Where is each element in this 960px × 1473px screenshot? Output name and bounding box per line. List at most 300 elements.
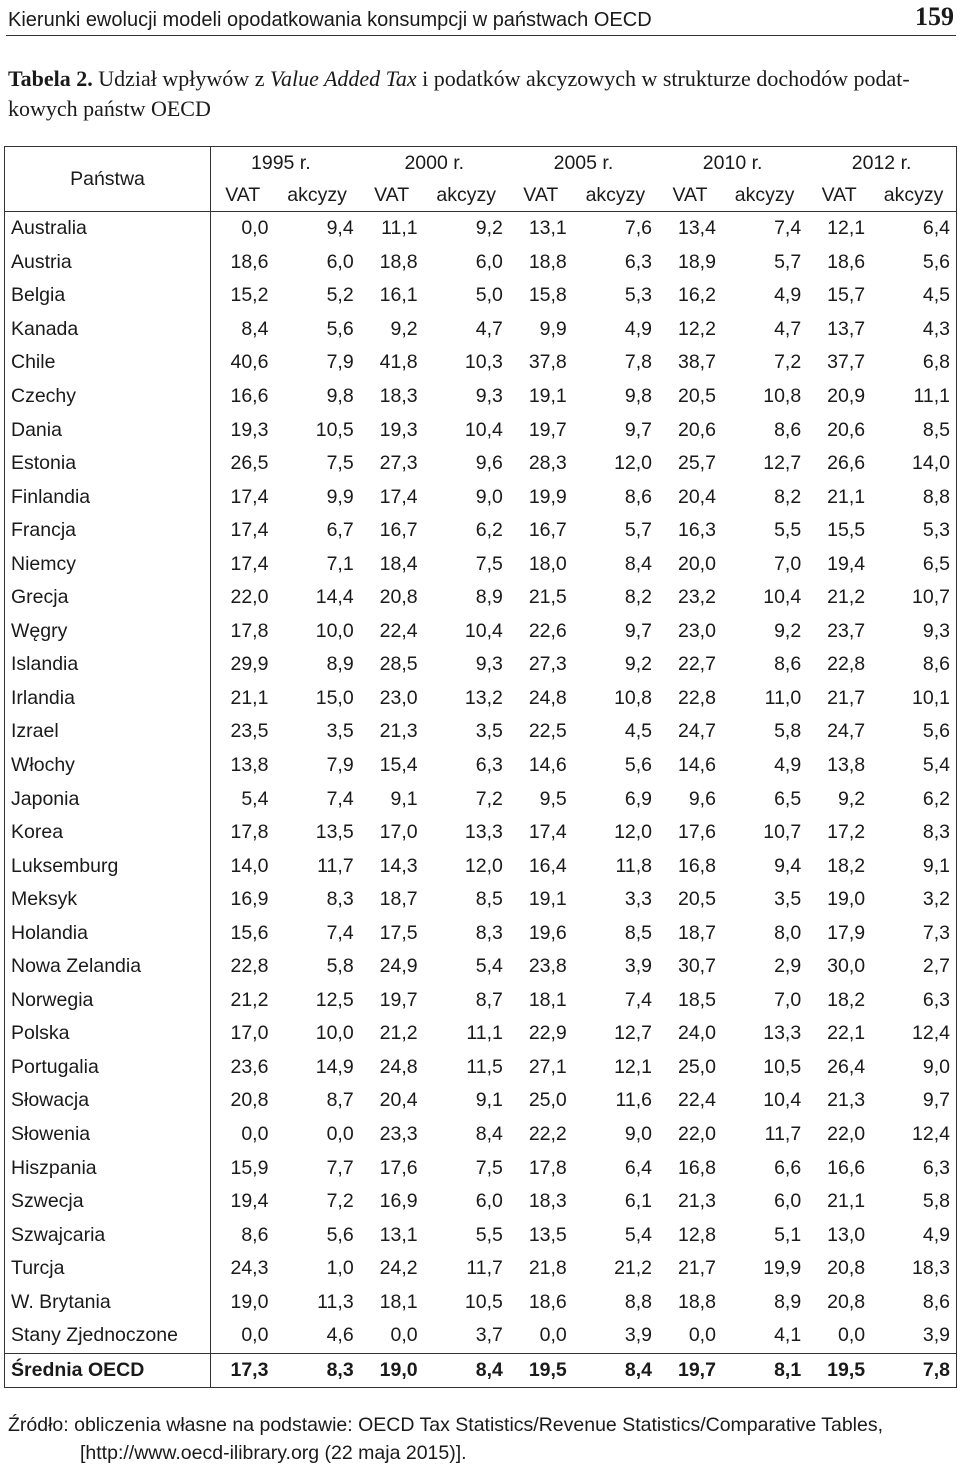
excise-value-cell: 3,9 bbox=[624, 955, 653, 978]
excise-value-cell: 9,1 bbox=[475, 1089, 503, 1112]
vat-value-cell: 15,9 bbox=[230, 1156, 269, 1179]
vat-value-cell: 19,3 bbox=[379, 418, 418, 441]
year-header: 2012 r. bbox=[807, 147, 956, 180]
excise-value-cell: 21,2 bbox=[614, 1257, 653, 1280]
vat-value-cell: 25,7 bbox=[677, 452, 716, 475]
country-cell: Grecja bbox=[5, 581, 211, 615]
excise-value-cell: 3,5 bbox=[774, 888, 802, 911]
country-cell: Polska bbox=[5, 1017, 211, 1051]
vat-value-cell: 23,0 bbox=[677, 619, 716, 642]
year-header: 2010 r. bbox=[658, 147, 807, 180]
excise-value-cell: 12,7 bbox=[763, 452, 802, 475]
vat-value-cell: 17,2 bbox=[827, 821, 866, 844]
table-row bbox=[5, 1084, 957, 1118]
caption-text-line2: kowych państw OECD bbox=[8, 96, 211, 121]
excise-value-cell: 10,3 bbox=[464, 351, 503, 374]
excise-value-cell: 14,9 bbox=[315, 1055, 354, 1078]
excise-value-cell: 10,0 bbox=[315, 1022, 354, 1045]
excise-value-cell: 11,0 bbox=[764, 686, 802, 709]
vat-value-cell: 21,8 bbox=[528, 1257, 567, 1280]
excise-value-cell: 13,3 bbox=[763, 1022, 802, 1045]
vat-value-cell: 21,1 bbox=[827, 485, 866, 508]
vat-value-cell: 0,0 bbox=[241, 1123, 269, 1146]
table-row bbox=[5, 782, 957, 816]
vat-value-cell: 16,7 bbox=[379, 519, 418, 542]
caption-text-line1-end: i podatków akcyzowych w strukturze dochodów podat- bbox=[416, 66, 910, 91]
vat-value-cell: 30,0 bbox=[827, 955, 866, 978]
vat-value-cell: 40,6 bbox=[230, 351, 269, 374]
table-row bbox=[5, 313, 957, 347]
page-number: 159 bbox=[915, 2, 954, 31]
excise-value-cell: 7,0 bbox=[774, 552, 802, 575]
vat-value-cell: 20,6 bbox=[827, 418, 866, 441]
vat-value-cell: 21,7 bbox=[827, 686, 866, 709]
excise-value-cell: 5,1 bbox=[774, 1223, 802, 1246]
excise-value-cell: 6,0 bbox=[326, 250, 354, 273]
table-row bbox=[5, 514, 957, 548]
country-cell: Belgia bbox=[5, 279, 211, 313]
vat-value-cell: 18,9 bbox=[677, 250, 716, 273]
excise-value-cell: 9,9 bbox=[326, 485, 354, 508]
caption-text-before: Udział wpływów z bbox=[92, 66, 270, 91]
caption-italic: Value Added Tax bbox=[269, 66, 417, 91]
excise-value-cell: 5,7 bbox=[774, 250, 802, 273]
vat-value-cell: 24,7 bbox=[677, 720, 716, 743]
excise-value-cell: 11,1 bbox=[871, 380, 956, 414]
country-cell: Luksemburg bbox=[5, 849, 211, 883]
vat-value-cell: 19,7 bbox=[528, 418, 567, 441]
header-rule bbox=[6, 35, 956, 36]
excise-value-cell: 4,5 bbox=[624, 720, 653, 743]
vat-value-cell: 13,8 bbox=[230, 754, 269, 777]
table-row bbox=[5, 950, 957, 984]
table-row bbox=[5, 1319, 957, 1353]
vat-value-cell: 17,4 bbox=[230, 519, 269, 542]
excise-value-cell: 10,0 bbox=[315, 619, 354, 642]
excise-value-cell: 9,3 bbox=[871, 615, 956, 649]
table-row bbox=[5, 1151, 957, 1185]
year-header: 2005 r. bbox=[509, 147, 658, 180]
vat-value-cell: 20,0 bbox=[677, 552, 716, 575]
table-row bbox=[5, 883, 957, 917]
excise-value-cell: 5,6 bbox=[624, 754, 653, 777]
excise-value-cell: 6,2 bbox=[475, 519, 503, 542]
vat-value-cell: 16,4 bbox=[528, 854, 567, 877]
excise-subheader: akcyzy bbox=[573, 179, 658, 212]
excise-value-cell: 5,6 bbox=[326, 317, 354, 340]
vat-value-cell: 19,0 bbox=[827, 888, 866, 911]
vat-value-cell: 15,6 bbox=[230, 921, 269, 944]
excise-value-cell: 7,2 bbox=[475, 787, 503, 810]
vat-value-cell: 0,0 bbox=[241, 217, 269, 240]
table-caption bbox=[8, 64, 953, 124]
vat-value-cell: 18,2 bbox=[827, 988, 866, 1011]
vat-value-cell: 19,6 bbox=[528, 921, 567, 944]
country-cell: W. Brytania bbox=[5, 1286, 211, 1320]
excise-value-cell: 8,1 bbox=[722, 1353, 807, 1388]
country-cell: Średnia OECD bbox=[5, 1353, 211, 1388]
vat-value-cell: 12,2 bbox=[677, 317, 716, 340]
vat-value-cell: 17,4 bbox=[230, 485, 269, 508]
excise-value-cell: 8,5 bbox=[475, 888, 503, 911]
vat-value-cell: 0,0 bbox=[241, 1324, 269, 1347]
table-row bbox=[5, 547, 957, 581]
data-table bbox=[4, 146, 957, 1388]
excise-value-cell: 10,7 bbox=[763, 821, 802, 844]
vat-value-cell: 19,0 bbox=[230, 1290, 269, 1313]
country-cell: Austria bbox=[5, 246, 211, 280]
vat-value-cell: 19,4 bbox=[827, 552, 866, 575]
vat-value-cell: 22,7 bbox=[677, 653, 716, 676]
table-row bbox=[5, 1286, 957, 1320]
vat-value-cell: 21,2 bbox=[379, 1022, 418, 1045]
excise-value-cell: 3,2 bbox=[871, 883, 956, 917]
vat-value-cell: 17,4 bbox=[230, 552, 269, 575]
excise-value-cell: 6,4 bbox=[624, 1156, 653, 1179]
vat-value-cell: 9,2 bbox=[838, 787, 866, 810]
vat-value-cell: 21,2 bbox=[827, 586, 866, 609]
vat-value-cell: 0,0 bbox=[838, 1324, 866, 1347]
excise-value-cell: 8,6 bbox=[774, 418, 802, 441]
vat-value-cell: 21,3 bbox=[379, 720, 418, 743]
country-cell: Islandia bbox=[5, 648, 211, 682]
excise-value-cell: 13,3 bbox=[464, 821, 503, 844]
excise-value-cell: 5,8 bbox=[326, 955, 354, 978]
vat-value-cell: 17,9 bbox=[827, 921, 866, 944]
table-row bbox=[5, 346, 957, 380]
excise-value-cell: 11,1 bbox=[466, 1022, 503, 1045]
vat-value-cell: 18,8 bbox=[379, 250, 418, 273]
vat-value-cell: 16,7 bbox=[528, 519, 567, 542]
excise-value-cell: 7,9 bbox=[326, 754, 354, 777]
excise-value-cell: 11,7 bbox=[317, 854, 354, 877]
country-cell: Izrael bbox=[5, 715, 211, 749]
excise-value-cell: 2,7 bbox=[871, 950, 956, 984]
excise-value-cell: 5,5 bbox=[475, 1223, 503, 1246]
excise-value-cell: 12,0 bbox=[614, 452, 653, 475]
vat-value-cell: 18,7 bbox=[379, 888, 418, 911]
excise-subheader: akcyzy bbox=[274, 179, 359, 212]
excise-value-cell: 7,3 bbox=[871, 916, 956, 950]
vat-value-cell: 20,8 bbox=[379, 586, 418, 609]
excise-value-cell: 9,2 bbox=[475, 217, 503, 240]
excise-value-cell: 12,1 bbox=[614, 1055, 653, 1078]
excise-value-cell: 14,4 bbox=[315, 586, 354, 609]
vat-value-cell: 20,8 bbox=[827, 1257, 866, 1280]
vat-value-cell: 18,0 bbox=[528, 552, 567, 575]
excise-value-cell: 12,4 bbox=[871, 1118, 956, 1152]
vat-value-cell: 9,5 bbox=[539, 787, 567, 810]
excise-value-cell: 11,5 bbox=[466, 1055, 503, 1078]
excise-value-cell: 3,5 bbox=[475, 720, 503, 743]
vat-subheader: VAT bbox=[807, 179, 871, 212]
vat-value-cell: 23,3 bbox=[379, 1123, 418, 1146]
excise-value-cell: 4,9 bbox=[624, 317, 653, 340]
table-row bbox=[5, 682, 957, 716]
excise-value-cell: 6,8 bbox=[871, 346, 956, 380]
country-cell: Słowacja bbox=[5, 1084, 211, 1118]
vat-value-cell: 16,9 bbox=[379, 1190, 418, 1213]
excise-value-cell: 8,6 bbox=[774, 653, 802, 676]
vat-value-cell: 18,6 bbox=[528, 1290, 567, 1313]
excise-value-cell: 9,4 bbox=[326, 217, 354, 240]
excise-value-cell: 4,7 bbox=[475, 317, 503, 340]
excise-value-cell: 8,9 bbox=[774, 1290, 802, 1313]
vat-value-cell: 18,5 bbox=[677, 988, 716, 1011]
excise-value-cell: 5,6 bbox=[871, 246, 956, 280]
vat-value-cell: 14,6 bbox=[677, 754, 716, 777]
table-row bbox=[5, 749, 957, 783]
vat-value-cell: 18,1 bbox=[379, 1290, 418, 1313]
excise-value-cell: 1,0 bbox=[326, 1257, 354, 1280]
excise-value-cell: 10,5 bbox=[763, 1055, 802, 1078]
excise-value-cell: 18,3 bbox=[871, 1252, 956, 1286]
vat-value-cell: 27,3 bbox=[379, 452, 418, 475]
excise-value-cell: 8,5 bbox=[871, 413, 956, 447]
excise-value-cell: 4,9 bbox=[871, 1218, 956, 1252]
country-cell: Portugalia bbox=[5, 1051, 211, 1085]
excise-value-cell: 7,4 bbox=[774, 217, 802, 240]
vat-value-cell: 22,0 bbox=[827, 1123, 866, 1146]
vat-value-cell: 23,0 bbox=[379, 686, 418, 709]
vat-value-cell: 17,0 bbox=[230, 1022, 269, 1045]
vat-value-cell: 22,8 bbox=[230, 955, 269, 978]
excise-value-cell: 3,5 bbox=[326, 720, 354, 743]
excise-value-cell: 10,1 bbox=[871, 682, 956, 716]
vat-value-cell: 22,9 bbox=[528, 1022, 567, 1045]
vat-value-cell: 19,3 bbox=[230, 418, 269, 441]
vat-value-cell: 22,0 bbox=[230, 586, 269, 609]
excise-value-cell: 7,8 bbox=[871, 1353, 956, 1388]
excise-value-cell: 8,2 bbox=[624, 586, 653, 609]
excise-value-cell: 10,4 bbox=[464, 619, 503, 642]
source-line-1: Źródło: obliczenia własne na podstawie: OECD Tax Statistics/Revenue Statistics/Comparative Tables, bbox=[8, 1414, 884, 1436]
excise-value-cell: 6,9 bbox=[624, 787, 653, 810]
excise-value-cell: 6,1 bbox=[624, 1190, 653, 1213]
vat-value-cell: 38,7 bbox=[677, 351, 716, 374]
vat-value-cell: 19,4 bbox=[230, 1190, 269, 1213]
excise-value-cell: 3,9 bbox=[624, 1324, 653, 1347]
vat-subheader: VAT bbox=[658, 179, 722, 212]
country-column-header: Państwa bbox=[5, 147, 211, 212]
vat-value-cell: 16,2 bbox=[677, 284, 716, 307]
vat-value-cell: 22,8 bbox=[677, 686, 716, 709]
vat-value-cell: 22,1 bbox=[827, 1022, 866, 1045]
excise-value-cell: 7,8 bbox=[624, 351, 653, 374]
excise-value-cell: 7,5 bbox=[326, 452, 354, 475]
vat-value-cell: 19,1 bbox=[528, 385, 567, 407]
excise-value-cell: 6,7 bbox=[326, 519, 354, 542]
excise-value-cell: 9,7 bbox=[871, 1084, 956, 1118]
vat-value-cell: 9,2 bbox=[390, 317, 418, 340]
table-row bbox=[5, 480, 957, 514]
excise-value-cell: 9,0 bbox=[871, 1051, 956, 1085]
excise-value-cell: 9,2 bbox=[774, 619, 802, 642]
table-row bbox=[5, 849, 957, 883]
vat-value-cell: 13,0 bbox=[827, 1223, 866, 1246]
excise-value-cell: 7,6 bbox=[624, 217, 653, 240]
country-cell: Chile bbox=[5, 346, 211, 380]
excise-value-cell: 10,7 bbox=[871, 581, 956, 615]
excise-subheader: akcyzy bbox=[871, 179, 956, 212]
vat-value-cell: 21,5 bbox=[528, 586, 567, 609]
country-cell: Węgry bbox=[5, 615, 211, 649]
vat-value-cell: 19,0 bbox=[360, 1353, 424, 1388]
excise-value-cell: 4,9 bbox=[774, 754, 802, 777]
vat-value-cell: 0,0 bbox=[688, 1324, 716, 1347]
excise-value-cell: 10,5 bbox=[464, 1290, 503, 1313]
vat-value-cell: 37,8 bbox=[528, 351, 567, 374]
table-row bbox=[5, 615, 957, 649]
year-header: 1995 r. bbox=[211, 147, 360, 180]
vat-value-cell: 13,8 bbox=[827, 754, 866, 777]
country-cell: Francja bbox=[5, 514, 211, 548]
country-cell: Włochy bbox=[5, 749, 211, 783]
vat-value-cell: 17,6 bbox=[677, 821, 716, 844]
vat-value-cell: 20,5 bbox=[677, 888, 716, 911]
excise-value-cell: 4,9 bbox=[774, 284, 802, 307]
excise-value-cell: 8,3 bbox=[274, 1353, 359, 1388]
country-cell: Holandia bbox=[5, 916, 211, 950]
vat-value-cell: 21,7 bbox=[677, 1257, 716, 1280]
excise-value-cell: 12,0 bbox=[464, 854, 503, 877]
vat-value-cell: 17,4 bbox=[379, 485, 418, 508]
excise-value-cell: 8,8 bbox=[624, 1290, 653, 1313]
excise-value-cell: 12,4 bbox=[871, 1017, 956, 1051]
excise-value-cell: 7,2 bbox=[326, 1190, 354, 1213]
vat-value-cell: 19,9 bbox=[528, 485, 567, 508]
excise-value-cell: 10,4 bbox=[464, 418, 503, 441]
excise-value-cell: 6,3 bbox=[871, 1151, 956, 1185]
table-row bbox=[5, 380, 957, 414]
vat-value-cell: 16,9 bbox=[230, 888, 269, 911]
vat-value-cell: 17,8 bbox=[230, 821, 269, 844]
excise-value-cell: 10,4 bbox=[763, 586, 802, 609]
vat-value-cell: 18,7 bbox=[677, 921, 716, 944]
excise-value-cell: 5,4 bbox=[475, 955, 503, 978]
excise-value-cell: 8,9 bbox=[326, 653, 354, 676]
excise-value-cell: 6,2 bbox=[871, 782, 956, 816]
vat-value-cell: 12,1 bbox=[827, 217, 866, 240]
country-cell: Hiszpania bbox=[5, 1151, 211, 1185]
country-cell: Niemcy bbox=[5, 547, 211, 581]
table-row bbox=[5, 581, 957, 615]
vat-value-cell: 15,4 bbox=[379, 754, 418, 777]
vat-value-cell: 21,3 bbox=[677, 1190, 716, 1213]
vat-value-cell: 13,7 bbox=[827, 317, 866, 340]
excise-value-cell: 19,9 bbox=[763, 1257, 802, 1280]
vat-value-cell: 14,3 bbox=[379, 854, 418, 877]
vat-value-cell: 20,5 bbox=[677, 385, 716, 407]
vat-value-cell: 17,4 bbox=[528, 821, 567, 844]
country-cell: Turcja bbox=[5, 1252, 211, 1286]
vat-value-cell: 16,8 bbox=[677, 854, 716, 877]
table-row bbox=[5, 1118, 957, 1152]
vat-value-cell: 24,9 bbox=[379, 955, 418, 978]
excise-value-cell: 10,4 bbox=[763, 1089, 802, 1112]
vat-value-cell: 16,1 bbox=[379, 284, 418, 307]
vat-value-cell: 28,3 bbox=[528, 452, 567, 475]
excise-value-cell: 4,5 bbox=[871, 279, 956, 313]
excise-value-cell: 8,7 bbox=[475, 988, 503, 1011]
vat-value-cell: 16,6 bbox=[230, 385, 269, 407]
excise-value-cell: 6,0 bbox=[774, 1190, 802, 1213]
excise-value-cell: 11,3 bbox=[317, 1290, 354, 1313]
vat-value-cell: 9,1 bbox=[390, 787, 418, 810]
vat-value-cell: 23,7 bbox=[827, 619, 866, 642]
table-row bbox=[5, 447, 957, 481]
table-row bbox=[5, 279, 957, 313]
excise-value-cell: 6,0 bbox=[475, 1190, 503, 1213]
vat-value-cell: 19,7 bbox=[379, 988, 418, 1011]
table-row bbox=[5, 1252, 957, 1286]
excise-value-cell: 7,4 bbox=[326, 787, 354, 810]
year-header-row bbox=[5, 147, 957, 180]
country-cell: Nowa Zelandia bbox=[5, 950, 211, 984]
vat-value-cell: 17,8 bbox=[528, 1156, 567, 1179]
excise-value-cell: 3,3 bbox=[624, 888, 653, 911]
vat-value-cell: 23,2 bbox=[677, 586, 716, 609]
excise-value-cell: 8,4 bbox=[424, 1353, 509, 1388]
excise-value-cell: 9,7 bbox=[624, 418, 653, 441]
excise-value-cell: 8,2 bbox=[774, 485, 802, 508]
vat-value-cell: 12,8 bbox=[677, 1223, 716, 1246]
vat-value-cell: 21,2 bbox=[230, 988, 269, 1011]
excise-value-cell: 11,6 bbox=[615, 1089, 653, 1112]
vat-value-cell: 17,8 bbox=[230, 619, 269, 642]
table-row bbox=[5, 715, 957, 749]
table-row bbox=[5, 984, 957, 1018]
excise-value-cell: 7,4 bbox=[624, 988, 653, 1011]
vat-value-cell: 21,3 bbox=[827, 1089, 866, 1112]
vat-value-cell: 20,8 bbox=[827, 1290, 866, 1313]
excise-subheader: akcyzy bbox=[424, 179, 509, 212]
excise-value-cell: 12,5 bbox=[315, 988, 354, 1011]
vat-value-cell: 22,5 bbox=[528, 720, 567, 743]
vat-value-cell: 25,0 bbox=[677, 1055, 716, 1078]
country-cell: Słowenia bbox=[5, 1118, 211, 1152]
excise-value-cell: 5,6 bbox=[871, 715, 956, 749]
excise-value-cell: 7,4 bbox=[326, 921, 354, 944]
average-row bbox=[5, 1353, 957, 1388]
vat-value-cell: 15,5 bbox=[827, 519, 866, 542]
vat-value-cell: 22,4 bbox=[677, 1089, 716, 1112]
vat-value-cell: 27,1 bbox=[528, 1055, 567, 1078]
excise-value-cell: 7,9 bbox=[326, 351, 354, 374]
source-note bbox=[8, 1411, 958, 1467]
excise-value-cell: 7,5 bbox=[475, 552, 503, 575]
vat-subheader: VAT bbox=[509, 179, 573, 212]
excise-value-cell: 9,3 bbox=[475, 385, 503, 407]
vat-value-cell: 25,0 bbox=[528, 1089, 567, 1112]
excise-value-cell: 5,7 bbox=[624, 519, 653, 542]
vat-value-cell: 22,8 bbox=[827, 653, 866, 676]
excise-value-cell: 8,0 bbox=[774, 921, 802, 944]
excise-value-cell: 5,4 bbox=[871, 749, 956, 783]
year-header: 2000 r. bbox=[360, 147, 509, 180]
excise-value-cell: 9,4 bbox=[774, 854, 802, 877]
excise-value-cell: 7,0 bbox=[774, 988, 802, 1011]
excise-value-cell: 9,8 bbox=[624, 385, 653, 407]
vat-value-cell: 8,6 bbox=[241, 1223, 269, 1246]
vat-value-cell: 17,5 bbox=[379, 921, 418, 944]
vat-value-cell: 20,4 bbox=[677, 485, 716, 508]
excise-value-cell: 7,7 bbox=[326, 1156, 354, 1179]
vat-value-cell: 19,5 bbox=[807, 1353, 871, 1388]
excise-value-cell: 3,7 bbox=[475, 1324, 503, 1347]
vat-value-cell: 30,7 bbox=[677, 955, 716, 978]
vat-value-cell: 21,1 bbox=[230, 686, 269, 709]
